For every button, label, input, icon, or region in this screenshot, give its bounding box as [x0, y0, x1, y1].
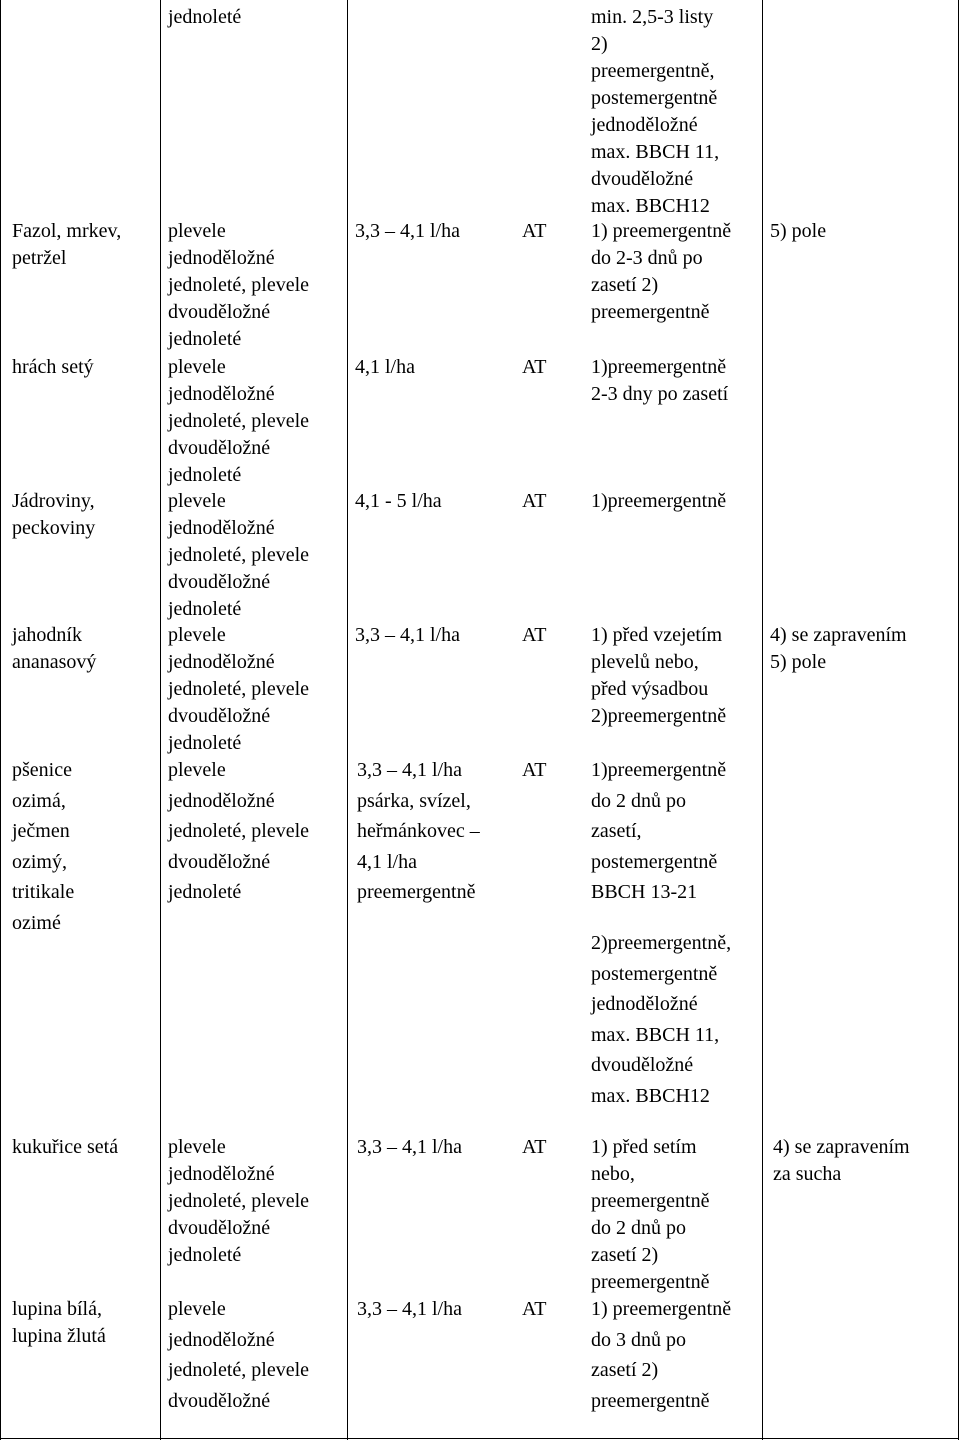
crop-cell: hrách setý	[12, 356, 94, 378]
at-cell: AT	[522, 356, 547, 378]
timing-cell: 1)preemergentně 2-3 dny po zasetí	[591, 356, 729, 405]
weeds-cell: jednoleté	[168, 6, 242, 28]
column-divider	[762, 0, 763, 1440]
table-border-left	[0, 0, 1, 1440]
crop-cell: kukuřice setá	[12, 1136, 119, 1158]
dose-cell: 3,3 – 4,1 l/ha	[357, 1136, 462, 1158]
table-border-bottom	[0, 1438, 959, 1439]
note-cell: 4) se zapravením za sucha	[773, 1136, 910, 1185]
weeds-cell: plevele jednoděložné jednoleté, plevele dvouděložné jednoleté	[168, 759, 310, 903]
timing-cell: 1) před vzejetím plevelů nebo, před výsadbou 2)preemergentně	[591, 624, 727, 727]
dose-cell: 3,3 – 4,1 l/ha psárka, svízel, heřmánkovec – 4,1 l/ha preemergentně	[357, 759, 480, 903]
column-divider	[160, 0, 161, 1440]
weeds-cell: plevele jednoděložné jednoleté, plevele dvouděložné jednoleté	[168, 490, 310, 620]
crop-cell: Jádroviny, peckoviny	[12, 490, 96, 539]
weeds-cell: plevele jednoděložné jednoleté, plevele dvouděložné jednoleté	[168, 1136, 310, 1266]
timing-cell: min. 2,5-3 listy 2) preemergentně, postemergentně jednoděložné max. BBCH 11, dvouděložné max. BBCH12	[591, 6, 720, 217]
at-cell: AT	[522, 1136, 547, 1158]
timing-cell-continued: 2)preemergentně, postemergentně jednoděložné max. BBCH 11, dvouděložné max. BBCH12	[591, 932, 732, 1107]
timing-cell: 1) před setím nebo, preemergentně do 2 dnů po zasetí 2) preemergentně	[591, 1136, 710, 1293]
crop-cell: Fazol, mrkev, petržel	[12, 220, 122, 269]
timing-cell: 1) preemergentně do 2-3 dnů po zasetí 2) preemergentně	[591, 220, 732, 323]
timing-cell: 1)preemergentně do 2 dnů po zasetí, postemergentně BBCH 13-21	[591, 759, 727, 903]
dose-cell: 4,1 - 5 l/ha	[355, 490, 442, 512]
timing-cell: 1) preemergentně do 3 dnů po zasetí 2) preemergentně	[591, 1298, 732, 1412]
at-cell: AT	[522, 490, 547, 512]
weeds-cell: plevele jednoděložné jednoleté, plevele dvouděložné jednoleté	[168, 356, 310, 486]
column-divider	[347, 0, 348, 1440]
crop-cell: pšenice ozimá, ječmen ozimý, tritikale ozimé	[12, 759, 75, 934]
weeds-cell: plevele jednoděložné jednoleté, plevele dvouděložné	[168, 1298, 310, 1412]
timing-cell: 1)preemergentně	[591, 490, 727, 512]
note-cell: 5) pole	[770, 220, 827, 242]
dose-cell: 3,3 – 4,1 l/ha	[355, 624, 460, 646]
at-cell: AT	[522, 220, 547, 242]
dose-cell: 3,3 – 4,1 l/ha	[357, 1298, 462, 1320]
weeds-cell: plevele jednoděložné jednoleté, plevele dvouděložné jednoleté	[168, 220, 310, 350]
at-cell: AT	[522, 759, 547, 781]
weeds-cell: plevele jednoděložné jednoleté, plevele dvouděložné jednoleté	[168, 624, 310, 754]
table-border-right	[958, 0, 959, 1440]
dose-cell: 4,1 l/ha	[355, 356, 415, 378]
crop-cell: lupina bílá, lupina žlutá	[12, 1298, 106, 1347]
dose-cell: 3,3 – 4,1 l/ha	[355, 220, 460, 242]
at-cell: AT	[522, 624, 547, 646]
at-cell: AT	[522, 1298, 547, 1320]
crop-cell: jahodník ananasový	[12, 624, 97, 673]
note-cell: 4) se zapravením 5) pole	[770, 624, 907, 673]
